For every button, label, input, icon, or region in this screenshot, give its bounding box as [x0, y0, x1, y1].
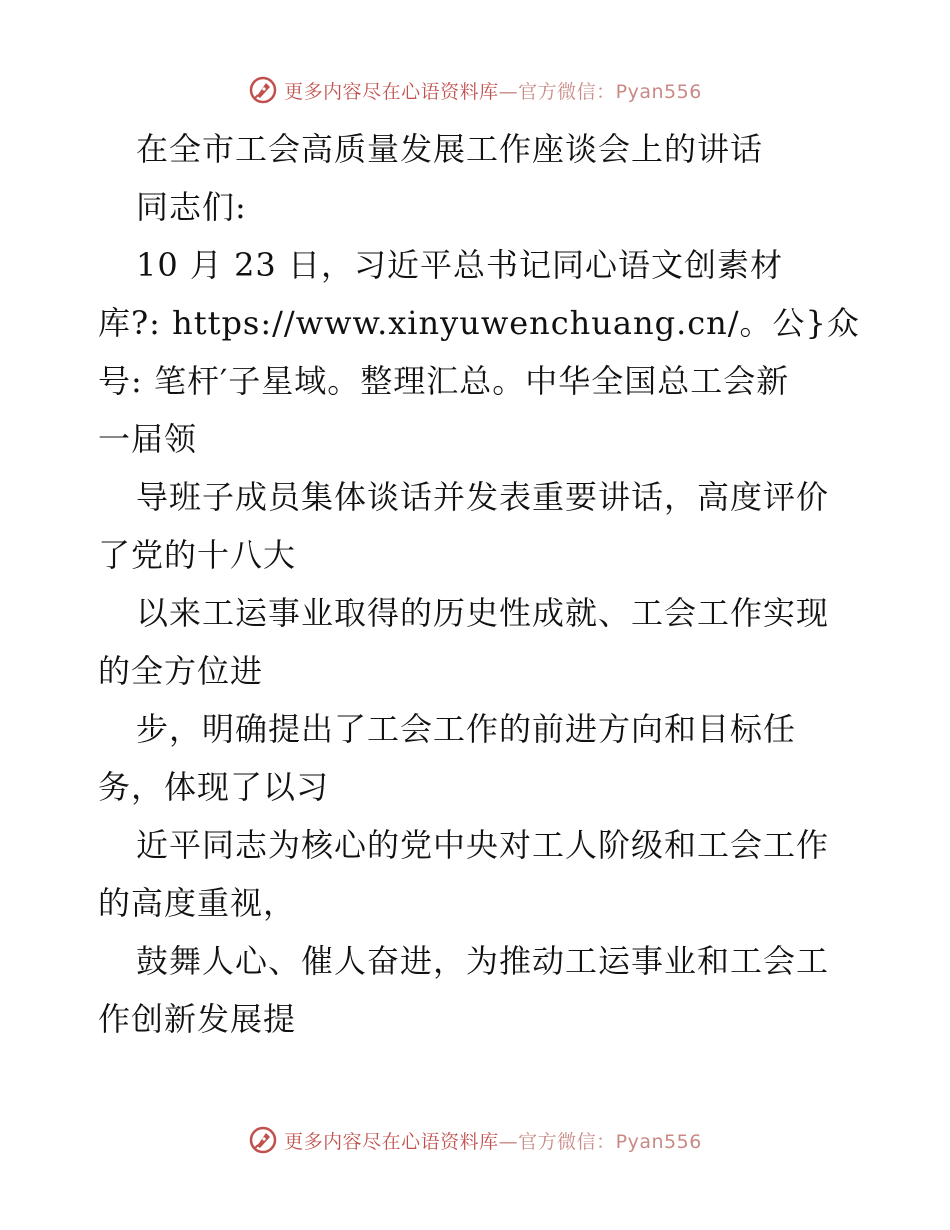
paragraph-line: 号: 笔杆′子星域。整理汇总。中华全国总工会新 [98, 362, 790, 400]
watermark-main: 更多内容尽在心语资料库 [284, 1130, 499, 1153]
watermark-wechat: 官方微信：Pyan556 [518, 1130, 702, 1153]
paragraph-line: 导班子成员集体谈话并发表重要讲话，高度评价 [136, 478, 830, 516]
paragraph-line: 10 月 23 日，习近平总书记同心语文创素材 [136, 246, 783, 284]
watermark-text [284, 1127, 702, 1154]
paragraph-line: 步，明确提出了工会工作的前进方向和目标任 [136, 710, 797, 748]
paragraph-line: 一届领 [98, 420, 198, 458]
document-body [98, 120, 858, 1048]
paragraph-line: 的高度重视， [98, 884, 297, 922]
pen-nib-logo-icon [248, 1125, 278, 1155]
paragraph-line: 以来工运事业取得的历史性成就、工会工作实现 [136, 594, 830, 632]
watermark-dash: — [498, 1130, 519, 1153]
pen-nib-logo-icon [248, 75, 278, 105]
salutation: 同志们: [136, 188, 247, 226]
paragraph-line: 的全方位进 [98, 652, 264, 690]
watermark-dash: — [498, 80, 519, 103]
paragraph-line: 近平同志为核心的党中央对工人阶级和工会工作 [136, 826, 830, 864]
header-watermark [0, 72, 950, 108]
paragraph-line: 了党的十八大 [98, 536, 297, 574]
watermark-text [284, 77, 702, 104]
footer-watermark [0, 1122, 950, 1158]
document-title: 在全市工会高质量发展工作座谈会上的讲话 [136, 130, 764, 168]
paragraph-line: 务，体现了以习 [98, 768, 330, 806]
paragraph-line: 库?: https://www.xinyuwenchuang.cn/。公}众 [98, 304, 860, 342]
paragraph-line: 作创新发展提 [98, 1000, 297, 1038]
paragraph-line: 鼓舞人心、催人奋进，为推动工运事业和工会工 [136, 942, 830, 980]
watermark-wechat: 官方微信：Pyan556 [518, 80, 702, 103]
watermark-main: 更多内容尽在心语资料库 [284, 80, 499, 103]
